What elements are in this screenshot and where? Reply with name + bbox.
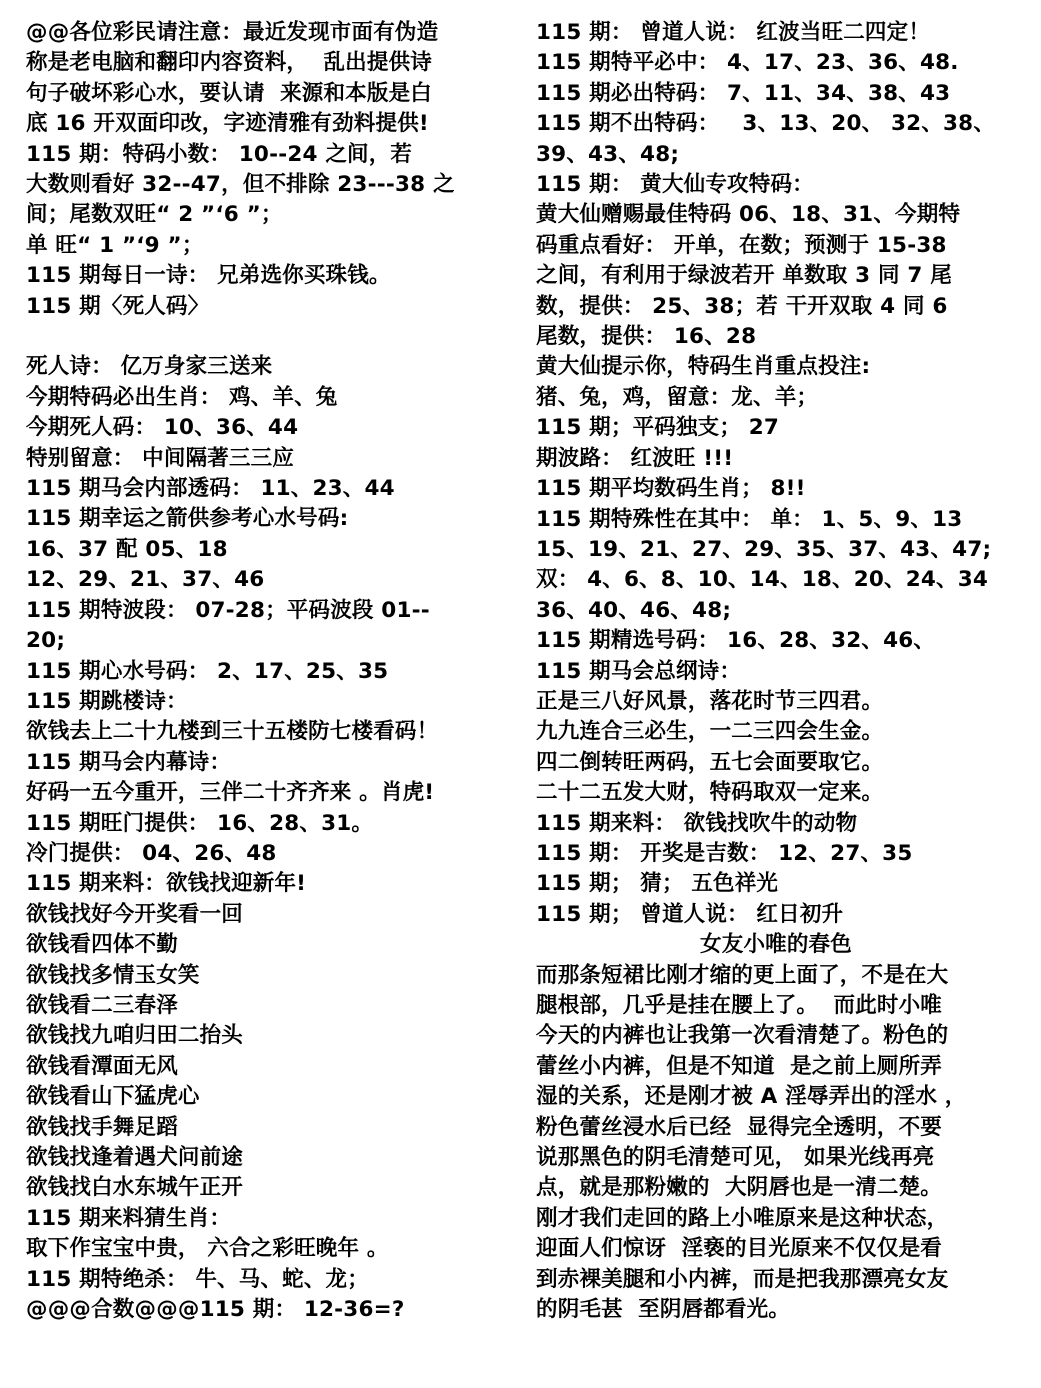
text-line: 湿的关系，还是刚才被 A 淫辱弄出的淫水 ， [536, 1084, 967, 1110]
text-line: 句子破坏彩心水，要认请 来源和本版是白 [26, 80, 432, 106]
text-line: 欲钱找好今开奖看一回 [26, 901, 244, 927]
text-line-blank [26, 322, 506, 352]
text-line: 36、40、46、48; [536, 597, 732, 623]
text-line: 115 期不出特码： 3、13、20、 32、38、 [536, 111, 996, 137]
text-line: 115 期： 曾道人说： 红波当旺二四定！ [536, 20, 931, 45]
text-line: 115 期幸运之箭供参考心水号码: [26, 506, 349, 532]
two-column-layout [26, 18, 1019, 1378]
text-line: 单 旺“ 1 ”‘9 ”； [26, 232, 204, 258]
text-line: 而那条短裙比刚才缩的更上面了，不是在大 [536, 962, 949, 988]
text-line: 115 期特绝杀： 牛、马、蛇、龙； [26, 1266, 369, 1292]
left-text-column [26, 18, 506, 1378]
text-line: 期波路： 红波旺 !!! [536, 445, 734, 471]
text-line: 双： 4、6、8、10、14、18、20、24、34 [536, 567, 989, 593]
text-line: 二十二五发大财，特码取双一定来。 [536, 780, 884, 806]
text-line: 115 期： 黄大仙专攻特码： [536, 172, 814, 198]
text-line: 115 期特平必中： 4、17、23、36、48. [536, 50, 959, 76]
text-line: 115 期特殊性在其中： 单： 1、5、9、13 [536, 506, 963, 532]
text-line: 115 期马会内部透码： 11、23、44 [26, 476, 395, 502]
text-line: 大数则看好 32--47，但不排除 23---38 之 [26, 172, 455, 198]
text-line: 黄大仙赠赐最佳特码 06、18、31、今期特 [536, 202, 961, 228]
text-line: 数，提供： 25、38；若 干开双取 4 同 6 [536, 293, 948, 319]
text-line: 115 期来料猜生肖： [26, 1205, 232, 1231]
text-line: 115 期必出特码： 7、11、34、38、43 [536, 80, 951, 106]
text-line: 称是老电脑和翻印内容资料， 乱出提供诗 [26, 50, 432, 76]
text-line: 115 期来料： 欲钱找吹牛的动物 [536, 810, 858, 836]
text-line: 正是三八好风景，落花时节三四君。 [536, 688, 884, 714]
text-line: 欲钱看潭面无风 [26, 1053, 178, 1079]
text-line: 20; [26, 628, 66, 654]
text-line: 今期死人码： 10、36、44 [26, 415, 299, 441]
text-line: 今天的内裤也让我第一次看清楚了。粉色的 [536, 1023, 949, 1049]
text-line: 115 期特波段： 07-28；平码波段 01-- [26, 597, 430, 623]
text-line: 115 期来料：欲钱找迎新年! [26, 871, 307, 897]
text-line: 的阴毛甚 至阴唇都看光。 [536, 1297, 791, 1323]
text-line: 15、19、21、27、29、35、37、43、47; [536, 536, 992, 562]
text-line: 115 期〈死人码〉 [26, 293, 210, 319]
text-line: 115 期；平码独支； 27 [536, 415, 780, 441]
text-line: 115 期：特码小数： 10--24 之间，若 [26, 141, 413, 167]
text-line: 115 期马会内幕诗： [26, 749, 232, 775]
text-line: @@各位彩民请注意：最近发现市面有伪造 [26, 20, 439, 45]
text-line: 115 期平均数码生肖； 8!! [536, 476, 806, 502]
text-line: 115 期马会总纲诗： [536, 658, 742, 684]
text-line: 115 期旺门提供： 16、28、31。 [26, 810, 374, 836]
text-line: 今期特码必出生肖： 鸡、羊、兔 [26, 384, 338, 410]
text-line: 女友小唯的春色 [700, 932, 852, 958]
text-line: 欲钱看二三春泽 [26, 992, 178, 1018]
text-line: 115 期； 曾道人说： 红日初升 [536, 901, 844, 927]
text-line: 间；尾数双旺“ 2 ”‘6 ”； [26, 202, 283, 228]
text-line: 115 期跳楼诗： [26, 688, 188, 714]
text-line: 欲钱找白水东城午正开 [26, 1175, 244, 1201]
text-line: 欲钱看山下猛虎心 [26, 1084, 200, 1110]
text-line: 冷门提供： 04、26、48 [26, 840, 277, 866]
text-line: 迎面人们惊讶 淫亵的目光原来不仅仅是看 [536, 1236, 942, 1262]
text-line: @@@合数@@@115 期： 12-36=? [26, 1297, 405, 1323]
text-line: 115 期； 猜； 五色祥光 [536, 871, 779, 897]
text-line: 黄大仙提示你，特码生肖重点投注: [536, 354, 871, 380]
text-line: 九九连合三必生，一二三四会生金。 [536, 719, 884, 745]
text-line: 39、43、48; [536, 141, 680, 167]
text-line: 四二倒转旺两码，五七会面要取它。 [536, 749, 884, 775]
text-line: 之间，有利用于绿波若开 单数取 3 同 7 尾 [536, 263, 952, 289]
text-line: 底 16 开双面印改，字迹清雅有劲料提供! [26, 111, 429, 137]
text-line: 欲钱找多情玉女笑 [26, 962, 200, 988]
text-line: 死人诗： 亿万身家三送来 [26, 354, 273, 380]
text-line: 欲钱找手舞足蹈 [26, 1114, 178, 1140]
text-line: 欲钱去上二十九楼到三十五楼防七楼看码！ [26, 719, 439, 745]
text-line: 12、29、21、37、46 [26, 567, 265, 593]
text-line: 好码一五今重开，三伴二十齐齐来 。肖虎! [26, 780, 435, 806]
text-line: 16、37 配 05、18 [26, 536, 228, 562]
text-line: 欲钱找九咱归田二抬头 [26, 1023, 244, 1049]
text-line: 到赤裸美腿和小内裤，而是把我那漂亮女友 [536, 1266, 949, 1292]
text-line: 欲钱看四体不勤 [26, 932, 178, 958]
text-line: 粉色蕾丝浸水后已经 显得完全透明，不要 [536, 1114, 942, 1140]
text-line: 腿根部，几乎是挂在腰上了。 而此时小唯 [536, 993, 942, 1018]
text-line: 115 期： 开奖是吉数： 12、27、35 [536, 840, 913, 866]
right-text-column [536, 18, 1016, 1378]
text-line: 点，就是那粉嫩的 大阴唇也是一清二楚。 [536, 1175, 942, 1201]
text-line: 欲钱找逢着遇犬问前途 [26, 1145, 244, 1171]
text-line: 说那黑色的阴毛清楚可见， 如果光线再亮 [536, 1145, 935, 1171]
text-line: 115 期精选号码： 16、28、32、46、 [536, 628, 936, 654]
text-line: 蕾丝小内裤，但是不知道 是之前上厕所弄 [536, 1053, 942, 1079]
text-line: 取下作宝宝中贵， 六合之彩旺晚年 。 [26, 1236, 389, 1262]
text-line: 115 期每日一诗： 兄弟选你买珠钱。 [26, 263, 391, 289]
text-line: 猪、兔，鸡，留意：龙、羊； [536, 384, 819, 410]
text-line: 码重点看好： 开单，在数；预测于 15-38 [536, 232, 947, 258]
text-line: 尾数，提供： 16、28 [536, 324, 757, 350]
text-line: 刚才我们走回的路上小唯原来是这种状态， [536, 1205, 949, 1231]
text-line: 特别留意： 中间隔著三三应 [26, 445, 295, 471]
text-line: 115 期心水号码： 2、17、25、35 [26, 658, 389, 684]
